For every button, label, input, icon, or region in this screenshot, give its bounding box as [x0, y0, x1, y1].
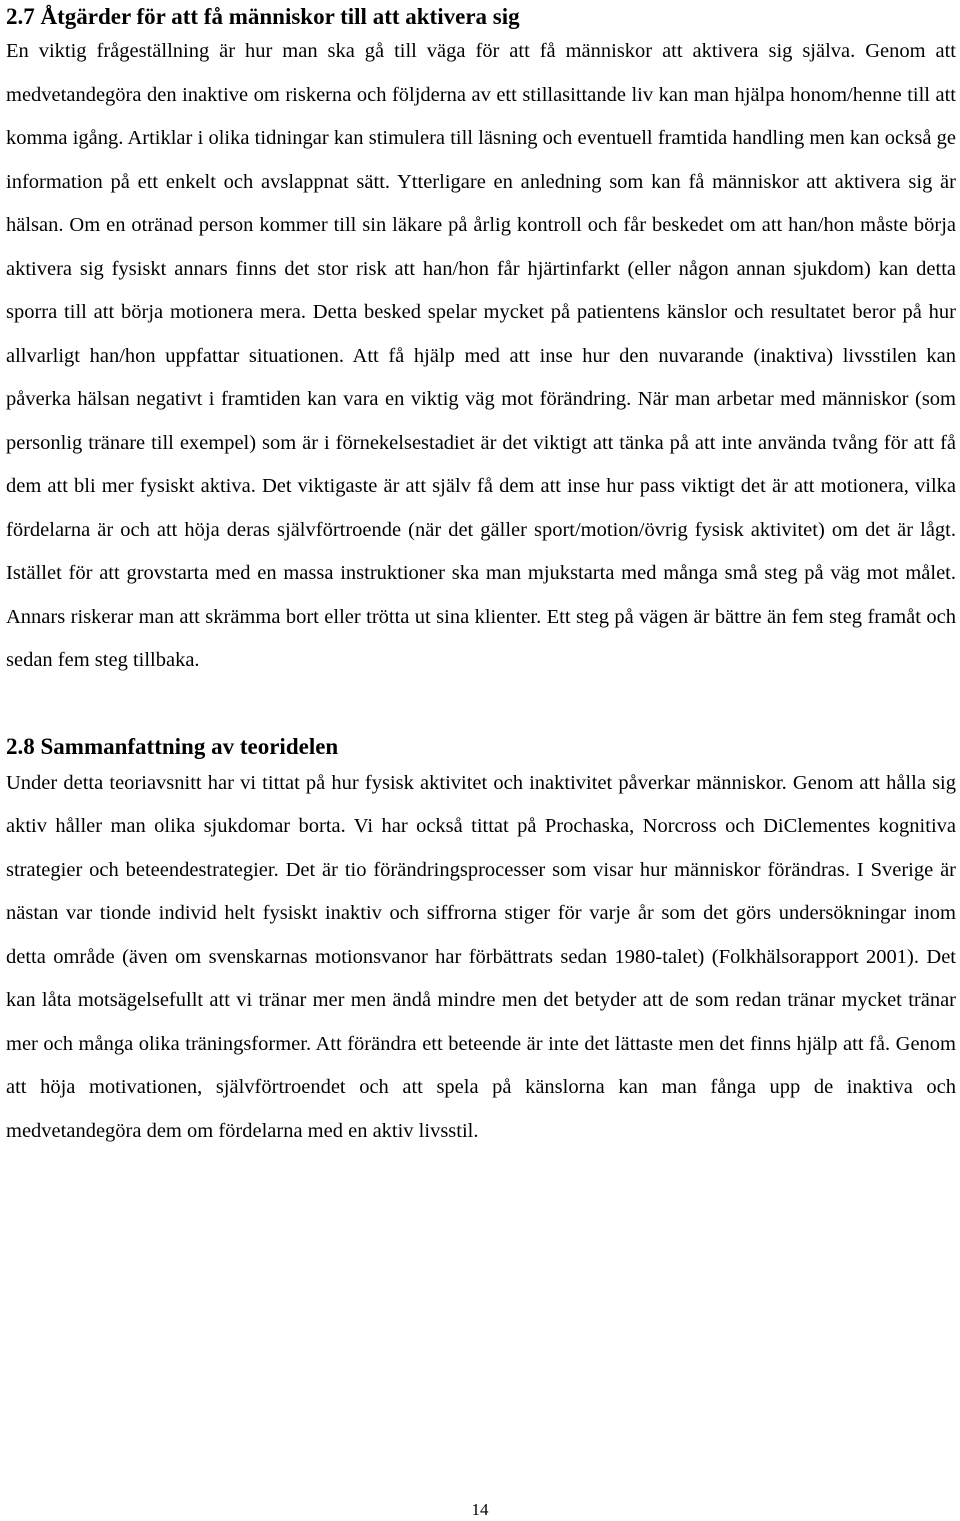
section-paragraph-2-8: Under detta teoriavsnitt har vi tittat på hur fysisk aktivitet och inaktivitet påverkar människor. Genom att hålla sig aktiv håller man olika sjukdomar borta. Vi har också tittat på Prochaska, Norcross och DiClementes kognitiva strategier och beteendestrategier. Det är tio förändringsprocesser som visar hur människor förändras. I Sverige är nästan var tionde individ helt fysiskt inaktiv och siffrorna stiger för varje år som det görs undersökningar inom detta område (även om svenskarnas motionsvanor har förbättrats sedan 1980-talet) (Folkhälsorapport 2001). Det kan låta motsägelsefullt att vi tränar mer men ändå mindre men det betyder att de som redan tränar mycket tränar mer och många olika träningsformer. Att förändra ett beteende är inte det lättaste men det finns hjälp att få. Genom att höja motivationen, självförtroendet och att spela på känslorna kan man fånga upp de inaktiva och medvetandegöra dem om fördelarna med en aktiv livsstil.	[6, 771, 956, 1142]
section-heading-2-7: 2.7 Åtgärder för att få människor till att aktivera sig	[6, 4, 520, 29]
document-page	[6, 0, 956, 1153]
section-heading-2-8: 2.8 Sammanfattning av teoridelen	[6, 733, 339, 759]
section-paragraph-2-7: En viktig frågeställning är hur man ska gå till väga för att få människor att aktivera sig själva. Genom att medvetandegöra den inaktive om riskerna och följderna av ett stillasittande liv kan man hjälpa honom/henne till att komma igång. Artiklar i olika tidningar kan stimulera till läsning och eventuell framtida handling men kan också ge information på ett enkelt och avslappnat sätt. Ytterligare en anledning som kan få människor att aktivera sig är hälsan. Om en otränad person kommer till sin läkare på årlig kontroll och får beskedet om att han/hon måste börja aktivera sig fysiskt annars finns det stor risk att han/hon får hjärtinfarkt (eller någon annan sjukdom) kan detta sporra till att börja motionera mera. Detta besked spelar mycket på patientens känslor och resultatet beror på hur allvarligt han/hon uppfattar situationen. Att få hjälp med att inse hur den nuvarande (inaktiva) livsstilen kan påverka hälsan negativt i framtiden kan vara en viktig väg mot förändring. När man arbetar med människor (som personlig tränare till exempel) som är i förnekelsestadiet är det viktigt att tänka på att inte använda tvång för att få dem att bli mer fysiskt aktiva. Det viktigaste är att själv få dem att inse hur pass viktigt det är att motionera, vilka fördelarna är och att höja deras självförtroende (när det gäller sport/motion/övrig fysisk aktivitet) om det är lågt. Istället för att grovstarta med en massa instruktioner ska man mjukstarta med många små steg på väg mot målet. Annars riskerar man att skrämma bort eller trötta ut sina klienter. Ett steg på vägen är bättre än fem steg framåt och sedan fem steg tillbaka.	[6, 40, 956, 671]
page-number: 14	[471, 1500, 489, 1519]
